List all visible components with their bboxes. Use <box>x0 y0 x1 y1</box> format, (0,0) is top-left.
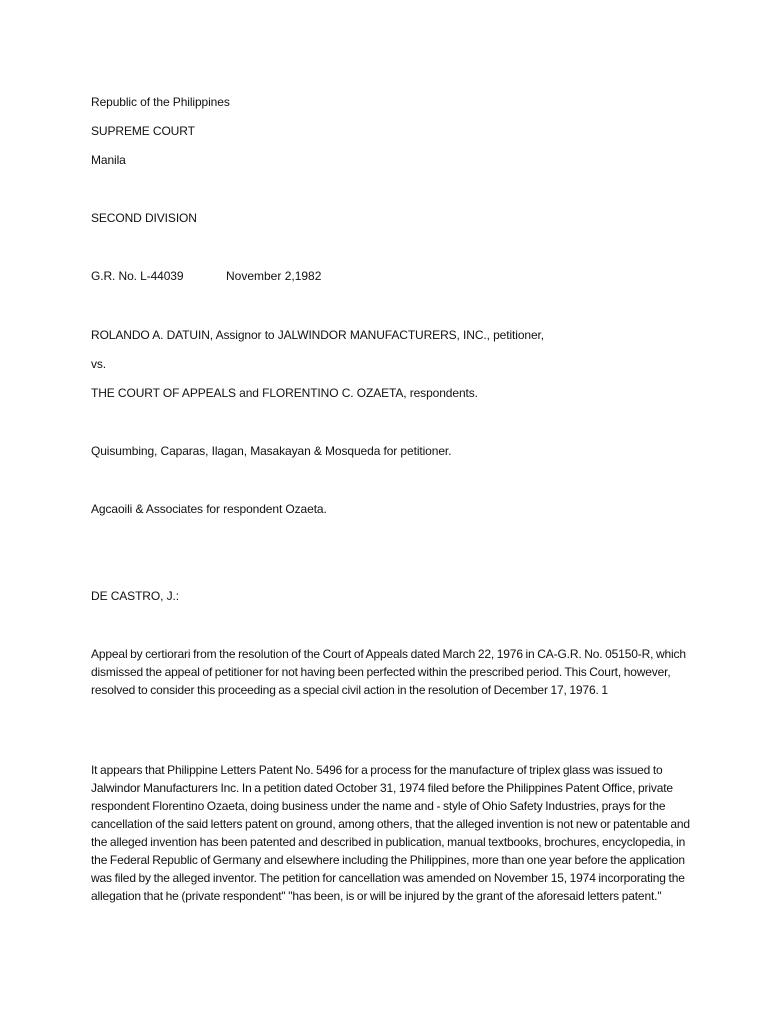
petitioner-caption: ROLANDO A. DATUIN, Assignor to JALWINDOR MANUFACTURERS, INC., petitioner, <box>91 328 545 342</box>
court-heading: SUPREME COURT <box>91 124 195 138</box>
respondents-caption: THE COURT OF APPEALS and FLORENTINO C. OZAETA, respondents. <box>91 386 478 400</box>
division-heading: SECOND DIVISION <box>91 211 197 225</box>
respondent-counsel: Agcaoili & Associates for respondent Ozaeta. <box>91 502 327 516</box>
versus-text: vs. <box>91 357 107 371</box>
body-paragraph-1: Appeal by certiorari from the resolution of the Court of Appeals dated March 22, 1976 in CA-G.R. No. 05150-R, which dismissed the appeal of petitioner for not having been perfected within the prescribed period. This Court, however, resolved to consider this proceeding as a special civil action in the resolution of December 17, 1976. 1 <box>91 647 686 697</box>
case-date: November 2,1982 <box>226 269 322 283</box>
petitioner-counsel: Quisumbing, Caparas, Ilagan, Masakayan & Mosqueda for petitioner. <box>91 444 452 458</box>
ponente: DE CASTRO, J.: <box>91 589 179 603</box>
republic-heading: Republic of the Philippines <box>91 95 230 109</box>
body-paragraph-2: It appears that Philippine Letters Patent No. 5496 for a process for the manufacture of triplex glass was issued to Jalwindor Manufacturers Inc. In a petition dated October 31, 1974 filed before the Philippines Patent Office, private respondent Florentino Ozaeta, doing business under the name and - style of Ohio Safety Industries, prays for the cancellation of the said letters patent on ground, among others, that the alleged invention is not new or patentable and the alleged invention has been patented and described in publication, manual textbooks, brochures, encyclopedia, in the Federal Republic of Germany and elsewhere including the Philippines, more than one year before the application was filed by the alleged inventor. The petition for cancellation was amended on November 15, 1974 incorporating the allegation that he (private respondent" "has been, is or will be injured by the grant of the aforesaid letters patent." <box>91 763 690 903</box>
city-heading: Manila <box>91 153 126 167</box>
case-number: G.R. No. L-44039 <box>91 269 184 283</box>
